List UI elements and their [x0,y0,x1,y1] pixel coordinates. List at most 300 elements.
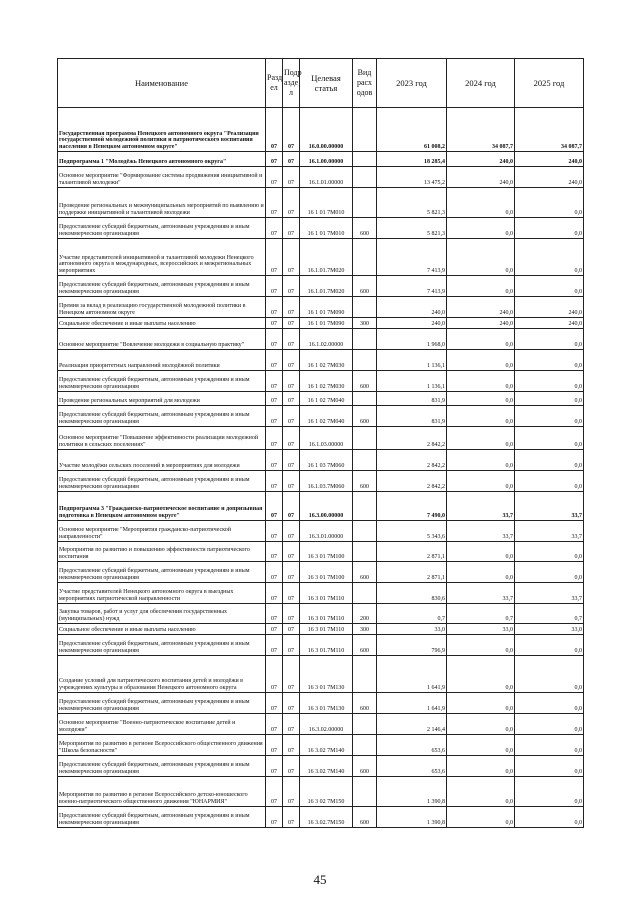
cell-2023: 830,6 [377,583,447,604]
cell-2025: 0,0 [515,239,584,276]
cell-podrazdel: 07 [283,239,300,276]
cell-2023: 653,6 [377,735,447,756]
cell-2023: 7 413,9 [377,276,447,297]
cell-2025: 34 087,7 [515,108,584,152]
cell-razdel: 07 [266,371,283,392]
cell-target-article: 16.1.01.00000 [300,167,353,188]
cell-target-article: 16 1 02 7М040 [300,392,353,406]
cell-2023: 5 821,3 [377,188,447,218]
cell-podrazdel: 07 [283,756,300,777]
cell-podrazdel: 07 [283,350,300,371]
table-row [58,329,584,350]
cell-podrazdel: 07 [283,276,300,297]
cell-2025: 0,0 [515,427,584,450]
cell-expense-type: 600 [353,471,377,492]
cell-2025: 0,0 [515,807,584,828]
cell-razdel: 07 [266,604,283,624]
cell-2025: 0,0 [515,635,584,656]
cell-2024: 0,0 [447,714,515,735]
cell-target-article: 16 1 02 7М030 [300,350,353,371]
cell-razdel: 07 [266,521,283,542]
cell-razdel: 07 [266,583,283,604]
cell-podrazdel: 07 [283,521,300,542]
cell-expense-type: 600 [353,635,377,656]
cell-podrazdel: 07 [283,471,300,492]
cell-target-article: 16 3 01 7М100 [300,562,353,583]
table-row [58,318,584,329]
cell-2024: 240,0 [447,297,515,318]
cell-razdel: 07 [266,777,283,807]
cell-2024: 33,7 [447,521,515,542]
cell-expense-type [353,167,377,188]
cell-podrazdel: 07 [283,714,300,735]
header-expense-type: Вид расх одов [353,59,377,108]
cell-2023: 33,0 [377,624,447,635]
table-row [58,756,584,777]
cell-2025: 0,0 [515,656,584,693]
cell-2025: 240,0 [515,297,584,318]
cell-target-article: 16 3 01 7М110 [300,624,353,635]
cell-target-article: 16 1 03 7М060 [300,450,353,471]
cell-2025: 0,0 [515,329,584,350]
cell-razdel: 07 [266,276,283,297]
cell-2023: 1 390,8 [377,807,447,828]
cell-podrazdel: 07 [283,406,300,427]
cell-2025: 0,0 [515,756,584,777]
cell-2023: 2 842,2 [377,471,447,492]
cell-podrazdel: 07 [283,693,300,714]
cell-2025: 0,0 [515,777,584,807]
cell-2023: 61 008,2 [377,108,447,152]
cell-2024: 34 087,7 [447,108,515,152]
cell-podrazdel: 07 [283,624,300,635]
cell-2025: 0,0 [515,714,584,735]
cell-target-article: 16.0.00.00000 [300,108,353,152]
cell-razdel: 07 [266,735,283,756]
cell-2023: 240,0 [377,318,447,329]
cell-expense-type [353,392,377,406]
cell-name: Основное мероприятие "Вовлечение молодежи в социальную практику" [58,329,266,350]
cell-2023: 2 842,2 [377,427,447,450]
cell-name: Участие молодёжи сельских поселений в мероприятиях для молодежи [58,450,266,471]
cell-name: Предоставление субсидий бюджетным, автономным учреждениям и иным некоммерческим организациям [58,276,266,297]
cell-razdel: 07 [266,297,283,318]
cell-2024: 33,0 [447,624,515,635]
cell-2025: 33,7 [515,583,584,604]
cell-expense-type [353,329,377,350]
table-row [58,656,584,693]
cell-target-article: 16 3 01 7М130 [300,693,353,714]
cell-2025: 240,0 [515,152,584,167]
cell-podrazdel: 07 [283,604,300,624]
cell-2023: 18 285,4 [377,152,447,167]
table-row [58,492,584,521]
cell-expense-type: 200 [353,604,377,624]
cell-2024: 0,0 [447,329,515,350]
cell-2023: 2 871,1 [377,542,447,562]
cell-2025: 0,0 [515,471,584,492]
cell-expense-type: 300 [353,318,377,329]
cell-name: Подпрограмма 3 "Гражданско-патриотическое воспитание и допризывная подготовка в Ненецком автономном округе" [58,492,266,521]
cell-2024: 0,0 [447,427,515,450]
cell-2025: 0,0 [515,562,584,583]
table-row [58,371,584,392]
cell-razdel: 07 [266,542,283,562]
cell-razdel: 07 [266,188,283,218]
cell-name: Проведение региональных и межмуниципальных мероприятий по выявлению и поддержке инициативной и талантливой молодежи [58,188,266,218]
cell-2024: 0,0 [447,542,515,562]
cell-razdel: 07 [266,350,283,371]
cell-2024: 0,0 [447,807,515,828]
cell-2024: 0,0 [447,239,515,276]
cell-target-article: 16 3 01 7М110 [300,583,353,604]
cell-target-article: 16 3 01 7М100 [300,542,353,562]
cell-expense-type: 600 [353,562,377,583]
table-row [58,714,584,735]
cell-2024: 0,0 [447,188,515,218]
cell-target-article: 16 3 02 7М150 [300,777,353,807]
cell-expense-type [353,777,377,807]
cell-target-article: 16 1 01 7М090 [300,318,353,329]
cell-expense-type [353,656,377,693]
cell-2024: 0,0 [447,406,515,427]
cell-target-article: 16.3.02.00000 [300,714,353,735]
cell-2023: 2 842,2 [377,450,447,471]
cell-target-article: 16 3.02 7М140 [300,735,353,756]
cell-target-article: 16.1.01.7М020 [300,239,353,276]
cell-expense-type [353,297,377,318]
cell-target-article: 16 1 02 7М040 [300,406,353,427]
cell-target-article: 16 3 01 7М110 [300,604,353,624]
page-number: 45 [313,872,327,887]
cell-razdel: 07 [266,392,283,406]
cell-target-article: 16.1.03.7М060 [300,471,353,492]
cell-razdel: 07 [266,406,283,427]
cell-razdel: 07 [266,471,283,492]
cell-target-article: 16.1.03.00000 [300,427,353,450]
cell-podrazdel: 07 [283,371,300,392]
cell-2024: 33,7 [447,583,515,604]
cell-name: Предоставление субсидий бюджетным, автономным учреждениям и иным некоммерческим организациям [58,471,266,492]
cell-name: Мероприятия по развитию в регионе Всероссийского общественного движения "Школа безопасности" [58,735,266,756]
cell-target-article: 16 1 01 7М010 [300,218,353,239]
cell-target-article: 16 1 01 7М010 [300,188,353,218]
cell-2023: 5 821,3 [377,218,447,239]
cell-razdel: 07 [266,714,283,735]
cell-expense-type [353,450,377,471]
cell-2023: 831,9 [377,392,447,406]
cell-name: Создание условий для патриотического воспитания детей и молодёжи в учреждениях культуры и образования Ненецкого автономного округа [58,656,266,693]
cell-2024: 0,0 [447,276,515,297]
cell-target-article: 16.1.02.00000 [300,329,353,350]
cell-name: Государственная программа Ненецкого автономного округа "Реализация государственной молодежной политики и патриотического воспитания населения в Ненецком автономном округе" [58,108,266,152]
cell-2023: 1 136,1 [377,371,447,392]
cell-target-article: 16.1.00.00000 [300,152,353,167]
cell-razdel: 07 [266,624,283,635]
cell-name: Мероприятия по развитию и повышению эффективности патриотического воспитания [58,542,266,562]
cell-expense-type: 600 [353,276,377,297]
cell-podrazdel: 07 [283,562,300,583]
cell-2025: 0,0 [515,542,584,562]
table-row [58,693,584,714]
cell-expense-type [353,239,377,276]
table-row [58,167,584,188]
cell-2025: 0,0 [515,392,584,406]
cell-razdel: 07 [266,756,283,777]
cell-name: Закупка товаров, работ и услуг для обеспечения государственных (муниципальных) нужд [58,604,266,624]
cell-razdel: 07 [266,167,283,188]
cell-expense-type: 600 [353,693,377,714]
cell-expense-type: 600 [353,807,377,828]
cell-podrazdel: 07 [283,329,300,350]
header-name: Наименование [58,59,266,108]
budget-table [57,58,584,828]
cell-name: Проведение региональных мероприятий для молодежи [58,392,266,406]
cell-2024: 240,0 [447,318,515,329]
table-row [58,604,584,624]
cell-2023: 2 146,4 [377,714,447,735]
cell-2024: 0,0 [447,392,515,406]
cell-2025: 33,7 [515,521,584,542]
cell-name: Социальное обеспечение и иные выплаты населению [58,318,266,329]
cell-target-article: 16 3 01.7М110 [300,635,353,656]
cell-expense-type [353,427,377,450]
cell-razdel: 07 [266,635,283,656]
cell-name: Предоставление субсидий бюджетным, автономным учреждениям и иным некоммерческим организациям [58,635,266,656]
table-row [58,152,584,167]
table-row [58,624,584,635]
table-row [58,521,584,542]
cell-name: Предоставление субсидий бюджетным, автономным учреждениям и иным некоммерческим организациям [58,807,266,828]
cell-2023: 5 343,6 [377,521,447,542]
cell-expense-type: 600 [353,756,377,777]
cell-podrazdel: 07 [283,318,300,329]
cell-2023: 1 136,1 [377,350,447,371]
cell-2025: 0,0 [515,276,584,297]
table-row [58,297,584,318]
table-row [58,807,584,828]
table-row [58,239,584,276]
cell-podrazdel: 07 [283,807,300,828]
cell-2024: 33,7 [447,492,515,521]
cell-2023: 653,6 [377,756,447,777]
cell-expense-type [353,735,377,756]
cell-podrazdel: 07 [283,188,300,218]
cell-name: Участие представителей инициативной и талантливой молодежи Ненецкого автономного округа в международных, всероссийских и межрегиональных мероприятиях [58,239,266,276]
table-row [58,392,584,406]
cell-expense-type [353,583,377,604]
cell-2024: 0,0 [447,756,515,777]
header-razdel: Разд ел [266,59,283,108]
cell-expense-type [353,152,377,167]
cell-expense-type [353,492,377,521]
cell-expense-type [353,108,377,152]
cell-podrazdel: 07 [283,656,300,693]
cell-target-article: 16 3.02 7М140 [300,756,353,777]
cell-expense-type: 300 [353,624,377,635]
cell-name: Основное мероприятие "Формирование системы продвижения инициативной и талантливой молодежи" [58,167,266,188]
cell-razdel: 07 [266,656,283,693]
cell-expense-type [353,350,377,371]
cell-2024: 0,0 [447,693,515,714]
cell-podrazdel: 07 [283,777,300,807]
cell-2023: 1 968,0 [377,329,447,350]
header-target-article: Целевая статья [300,59,353,108]
cell-razdel: 07 [266,239,283,276]
table-row [58,471,584,492]
cell-2025: 0,0 [515,188,584,218]
cell-name: Премия за вклад в реализацию государственной молодежной политики в Ненецком автономном округе [58,297,266,318]
cell-2025: 0,0 [515,735,584,756]
table-row [58,276,584,297]
cell-razdel: 07 [266,492,283,521]
cell-expense-type [353,542,377,562]
cell-2024: 0,0 [447,562,515,583]
cell-podrazdel: 07 [283,297,300,318]
cell-razdel: 07 [266,329,283,350]
cell-2024: 0,0 [447,371,515,392]
cell-2023: 1 641,9 [377,656,447,693]
cell-expense-type [353,714,377,735]
cell-podrazdel: 07 [283,735,300,756]
table-row [58,108,584,152]
cell-2023: 1 641,9 [377,693,447,714]
cell-podrazdel: 07 [283,392,300,406]
cell-2025: 240,0 [515,318,584,329]
table-row [58,635,584,656]
cell-razdel: 07 [266,562,283,583]
header-podrazdel: Подр азде л [283,59,300,108]
cell-name: Основное мероприятие "Повышение эффективности реализации молодежной политики в сельских поселениях" [58,427,266,450]
table-row [58,427,584,450]
cell-target-article: 16 1 01 7М090 [300,297,353,318]
table-row [58,350,584,371]
cell-target-article: 16 3 01 7М130 [300,656,353,693]
cell-podrazdel: 07 [283,542,300,562]
cell-name: Предоставление субсидий бюджетным, автономным учреждениям и иным некоммерческим организациям [58,371,266,392]
cell-name: Предоставление субсидий бюджетным, автономным учреждениям и иным некоммерческим организациям [58,562,266,583]
table-row [58,406,584,427]
cell-razdel: 07 [266,218,283,239]
cell-2023: 2 871,1 [377,562,447,583]
table-row [58,562,584,583]
cell-2023: 796,9 [377,635,447,656]
cell-podrazdel: 07 [283,218,300,239]
header-year-2025: 2025 год [515,59,584,108]
cell-podrazdel: 07 [283,167,300,188]
cell-2023: 240,0 [377,297,447,318]
cell-name: Предоставление субсидий бюджетным, автономным учреждениям и иным некоммерческим организациям [58,406,266,427]
header-year-2024: 2024 год [447,59,515,108]
cell-2024: 0,0 [447,735,515,756]
cell-podrazdel: 07 [283,492,300,521]
cell-target-article: 16 3.02.7М150 [300,807,353,828]
table-row [58,188,584,218]
cell-expense-type: 600 [353,218,377,239]
cell-2025: 33,0 [515,624,584,635]
cell-podrazdel: 07 [283,450,300,471]
cell-2024: 240,0 [447,167,515,188]
cell-name: Участие представителей Ненецкого автономного округа в выездных мероприятиях патриотической направленности [58,583,266,604]
cell-name: Мероприятия по развитию в регионе Всероссийского детско-юношеского военно-патриотического общественного движения "ЮНАРМИЯ" [58,777,266,807]
cell-expense-type [353,188,377,218]
cell-podrazdel: 07 [283,583,300,604]
table-row [58,583,584,604]
cell-2023: 1 390,8 [377,777,447,807]
cell-razdel: 07 [266,152,283,167]
cell-2023: 7 490,0 [377,492,447,521]
cell-name: Подпрограмма 1 "Молодёжь Ненецкого автономного округа" [58,152,266,167]
cell-target-article: 16.3.01.00000 [300,521,353,542]
cell-name: Реализация приоритетных направлений молодёжной политики [58,350,266,371]
cell-expense-type: 600 [353,371,377,392]
cell-2025: 33,7 [515,492,584,521]
header-year-2023: 2023 год [377,59,447,108]
table-row [58,777,584,807]
cell-razdel: 07 [266,108,283,152]
cell-2024: 0,0 [447,777,515,807]
table-row [58,735,584,756]
cell-2024: 0,0 [447,635,515,656]
cell-podrazdel: 07 [283,152,300,167]
cell-2024: 0,7 [447,604,515,624]
cell-2025: 0,7 [515,604,584,624]
cell-2025: 0,0 [515,350,584,371]
cell-2023: 13 475,2 [377,167,447,188]
cell-podrazdel: 07 [283,108,300,152]
cell-target-article: 16.3.00.00000 [300,492,353,521]
cell-2025: 0,0 [515,693,584,714]
cell-2023: 7 413,9 [377,239,447,276]
cell-2025: 0,0 [515,371,584,392]
cell-expense-type: 600 [353,406,377,427]
cell-2025: 0,0 [515,450,584,471]
cell-razdel: 07 [266,318,283,329]
table-row [58,542,584,562]
cell-2024: 0,0 [447,656,515,693]
table-row [58,450,584,471]
cell-razdel: 07 [266,450,283,471]
cell-name: Основное мероприятие "Мероприятия гражданско-патриотической направленности" [58,521,266,542]
cell-name: Социальное обеспечение и иные выплаты населению [58,624,266,635]
cell-2023: 0,7 [377,604,447,624]
cell-target-article: 16.1.01.7М020 [300,276,353,297]
cell-2024: 240,0 [447,152,515,167]
cell-2024: 0,0 [447,218,515,239]
cell-razdel: 07 [266,427,283,450]
cell-name: Предоставление субсидий бюджетным, автономным учреждениям и иным некоммерческим организациям [58,756,266,777]
table-body [58,108,584,828]
cell-2025: 0,0 [515,406,584,427]
cell-name: Предоставление субсидий бюджетным, автономным учреждениям и иным некоммерческим организациям [58,218,266,239]
cell-name: Предоставление субсидий бюджетным, автономным учреждениям и иным некоммерческим организациям [58,693,266,714]
cell-podrazdel: 07 [283,427,300,450]
cell-podrazdel: 07 [283,635,300,656]
cell-2025: 240,0 [515,167,584,188]
cell-razdel: 07 [266,693,283,714]
cell-2025: 0,0 [515,218,584,239]
cell-razdel: 07 [266,807,283,828]
cell-2024: 0,0 [447,471,515,492]
cell-2024: 0,0 [447,450,515,471]
table-header-row [58,59,584,108]
cell-expense-type [353,521,377,542]
cell-target-article: 16 1 02 7М030 [300,371,353,392]
cell-2024: 0,0 [447,350,515,371]
cell-name: Основное мероприятие "Военно-патриотическое воспитание детей и молодежи" [58,714,266,735]
table-row [58,218,584,239]
cell-2023: 831,9 [377,406,447,427]
